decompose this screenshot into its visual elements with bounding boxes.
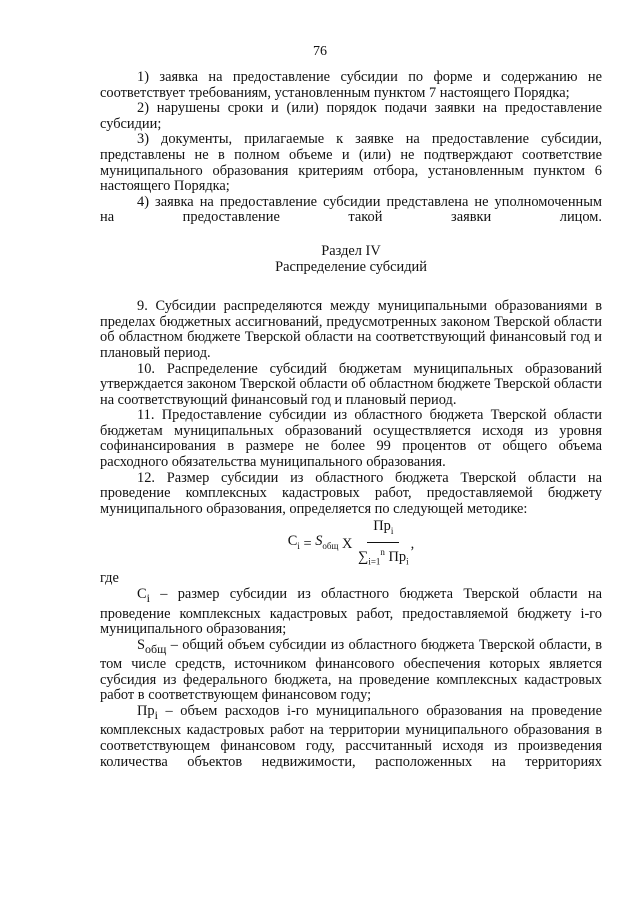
formula-numerator: $Пр_i$ xyxy=(367,519,399,542)
spacer xyxy=(100,275,602,299)
formula-fraction xyxy=(358,519,409,570)
formula-equals: = xyxy=(303,535,312,552)
page-number: 76 xyxy=(313,44,327,59)
section-number: Раздел IV xyxy=(321,242,381,259)
spacer xyxy=(100,226,602,244)
formula-denominator: $\sum_{i=1}^n$ $Пр_i$ xyxy=(358,546,409,567)
list-item-2: 2) нарушены сроки и (или) порядок подачи заявки на предоставление субсидии; xyxy=(100,100,602,132)
section-title: Распределение субсидий xyxy=(275,258,427,275)
definition-ci: $С_i$ – размер субсидии из областного бюджета Тверской области на проведение комплексных кадастровых работ, предоставляемой бюджету i-го муниципального образования; xyxy=(100,586,602,638)
paragraph-9: 9. Субсидии распределяются между муниципальными образованиями в пределах бюджетных ассигнований, предусмотренных законом Тверской области об областном бюджете Тверской области на соответствующий финансовый год и плановый период. xyxy=(100,298,602,361)
list-item-4: 4) заявка на предоставление субсидии представлена не уполномоченным на предоставление такой заявки лицом. xyxy=(100,193,602,226)
definition-pri: $Пр_i$ – объем расходов i-го муниципального образования на проведение комплексных кадастровых работ на территории муниципального образования в соответствующем финансовом году, рассчитанный исходя из произведения количества объектов недвижимости, расположенных на территориях xyxy=(100,702,602,770)
formula-total: $S_{общ}$ xyxy=(315,533,339,552)
formula-lhs: $С_i$ xyxy=(287,533,300,552)
formula-comma: , xyxy=(410,535,415,552)
paragraph-10: 10. Распределение субсидий бюджетам муниципальных образований утверждается законом Тверской области об областном бюджете Тверской области на соответствующий финансовый год и плановый период. xyxy=(100,360,602,408)
where-label: где xyxy=(100,570,119,587)
paragraph-12: 12. Размер субсидии из областного бюджета Тверской области на проведение комплексных кадастровых работ, предоставляемой бюджету муниципального образования, определяется по следующей методике: xyxy=(100,469,602,517)
list-item-3: 3) документы, прилагаемые к заявке на предоставление субсидии, представлены не в полном объеме и (или) не подтверждают соответствие муниципального образования критериям отбора, установленным пунктом 6 настоящего Порядка; xyxy=(100,131,602,195)
list-item-1: 1) заявка на предоставление субсидии по форме и содержанию не соответствует требованиям, установленным пунктом 7 настоящего Порядка; xyxy=(100,69,602,101)
definition-sobsh: $S_{общ}$ – общий объем субсидии из областного бюджета Тверской области, в том числе средств, источником финансового обеспечения которых является субсидия из федерального бюджета, на проведение комплексных кадастровых работ в соответствующем финансовом году; xyxy=(100,636,602,704)
formula-times: X xyxy=(342,535,353,552)
paragraph-11: 11. Предоставление субсидии из областного бюджета Тверской области бюджетам муниципальных образований осуществляется исходя из уровня софинансирования в размере не более 99 процентов от общего объема расходного обязательства муниципального образования. xyxy=(100,407,602,471)
document-body xyxy=(100,70,602,770)
subsidy-formula xyxy=(100,517,602,571)
